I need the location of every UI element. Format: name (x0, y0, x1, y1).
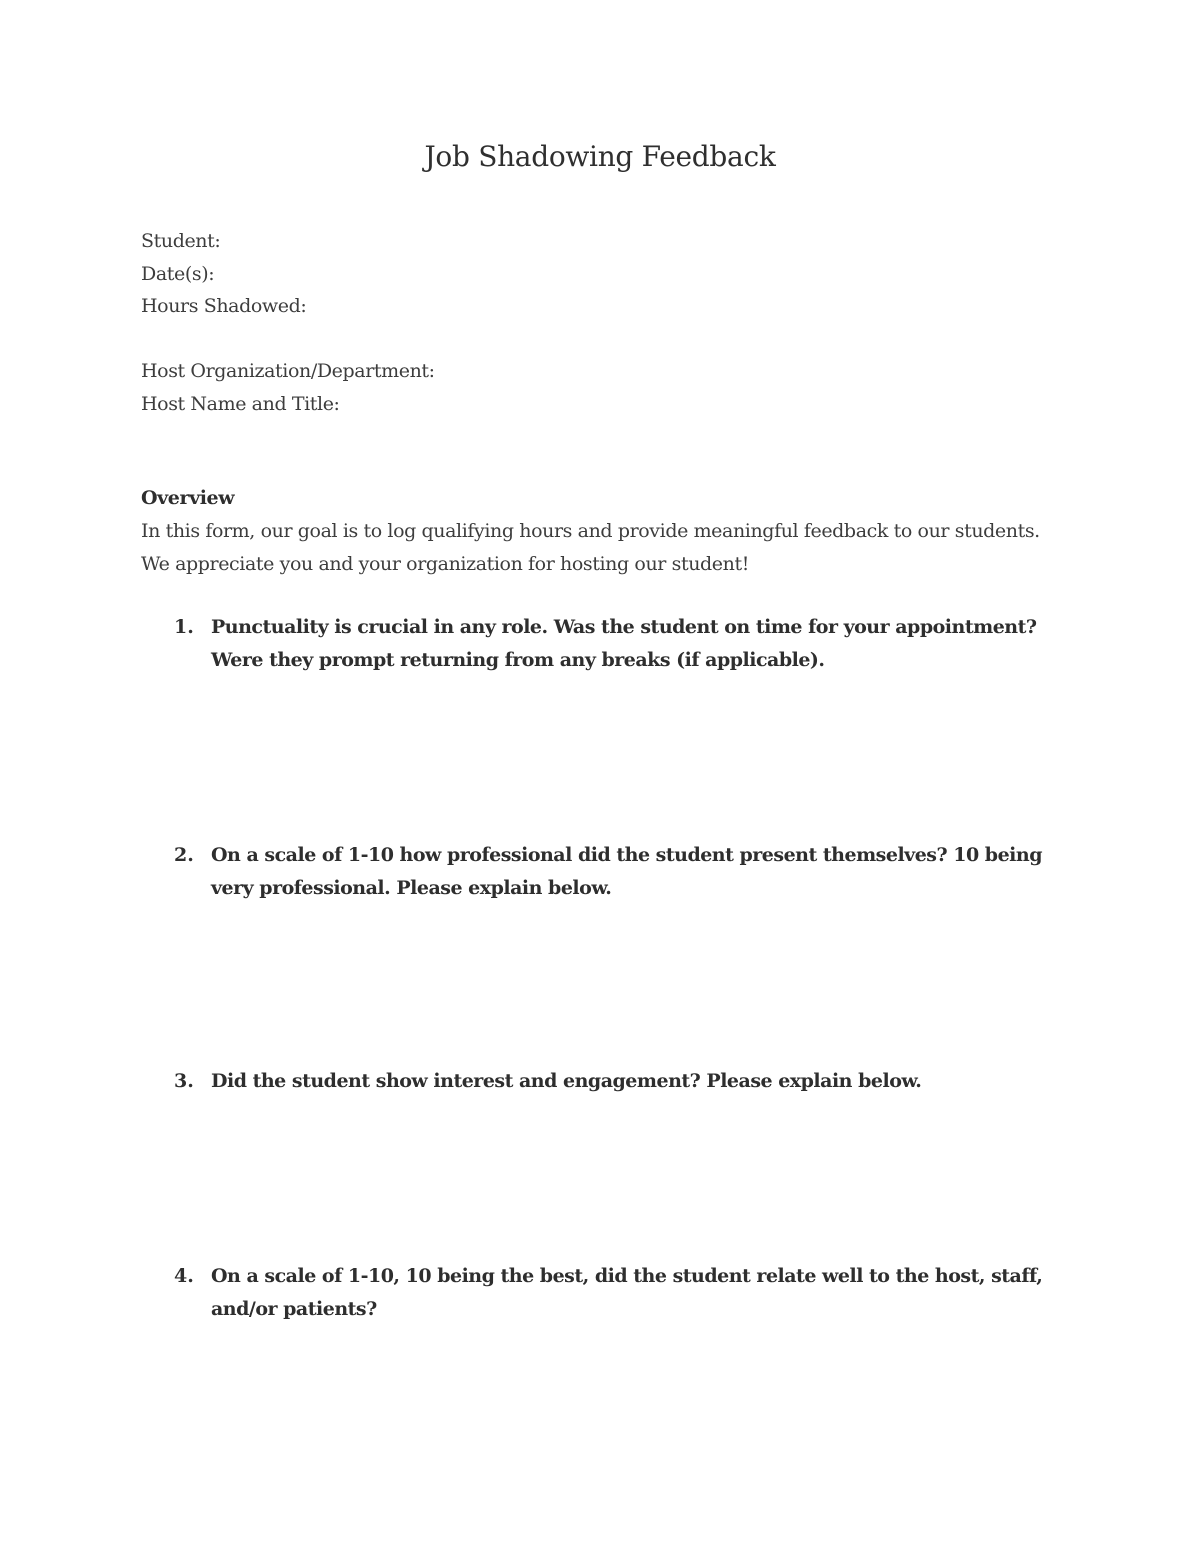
hours-shadowed-field-label: Hours Shadowed: (141, 295, 307, 317)
question-number: 3. (174, 1070, 194, 1092)
overview-text-line-2: We appreciate you and your organization for hosting our student! (141, 553, 749, 575)
question-4-line-1: On a scale of 1-10, 10 being the best, did the student relate well to the host, staff, (211, 1265, 1043, 1287)
question-number: 4. (174, 1265, 194, 1287)
question-1-line-1: Punctuality is crucial in any role. Was the student on time for your appointment? (211, 616, 1037, 638)
question-4-line-2: and/or patients? (211, 1298, 377, 1320)
question-1-line-2: Were they prompt returning from any breaks (if applicable). (211, 649, 825, 671)
question-1-text (211, 611, 1037, 677)
question-number: 2. (174, 844, 194, 866)
question-2-line-1: On a scale of 1-10 how professional did the student present themselves? 10 being (211, 844, 1042, 866)
overview-heading: Overview (141, 487, 235, 509)
host-name-field-label: Host Name and Title: (141, 393, 340, 415)
question-3-line-1: Did the student show interest and engagement? Please explain below. (211, 1070, 922, 1092)
page-title: Job Shadowing Feedback (424, 140, 776, 173)
host-organization-field-label: Host Organization/Department: (141, 360, 435, 382)
overview-text-line-1: In this form, our goal is to log qualifying hours and provide meaningful feedback to our students. (141, 520, 1040, 542)
dates-field-label: Date(s): (141, 263, 215, 285)
question-2-line-2: very professional. Please explain below. (211, 877, 612, 899)
question-2-text (211, 839, 1042, 905)
question-3-text (211, 1065, 921, 1098)
student-field-label: Student: (141, 230, 221, 252)
question-4-text (211, 1260, 1042, 1326)
question-number: 1. (174, 616, 194, 638)
